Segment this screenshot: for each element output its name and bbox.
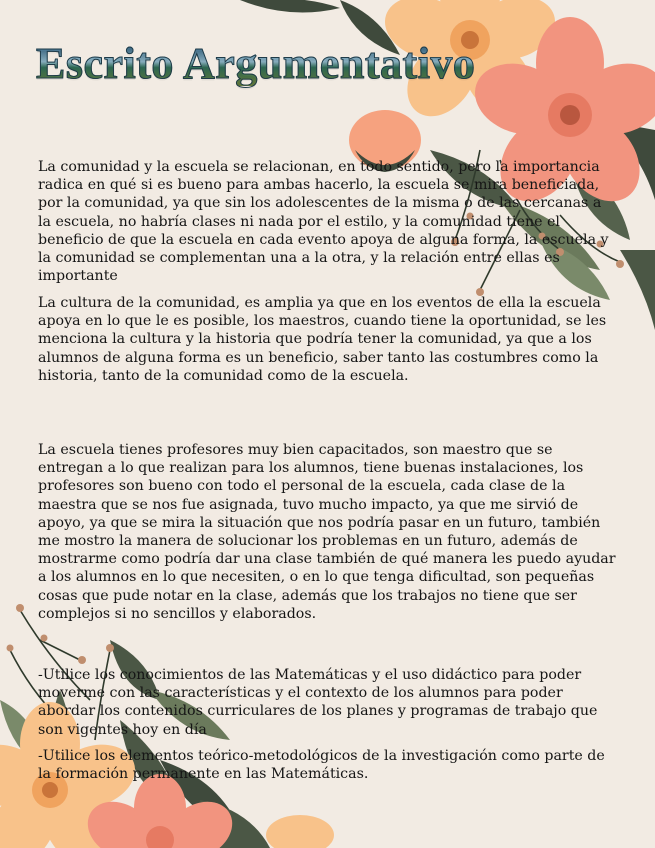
flower-bud-icon: [266, 815, 334, 848]
page-title: Escrito Argumentativo: [36, 39, 476, 88]
paragraph: -Utilice los elementos teórico-metodológicos de la investigación como parte de la formación permanente en las Matemáticas.: [38, 748, 605, 783]
paragraph: La escuela tienes profesores muy bien capacitados, son maestro que se entregan a lo que realizan para los alumnos, tiene buenas instalaciones, los profesores son bueno con todo el personal de la escuela, cada clase de la maestra que se nos fue asignada, tuvo mucho impacto, ya que me sirvió de apoyo, ya que se mira la situación que nos podría pasar en un futuro, también me mostro la manera de solucionar los problemas en un futuro, además de mostrarme como podría dar una clase también de qué manera les puedo ayudar a los alumnos en lo que necesiten, o en lo que tenga dificultad, son pequeñas cosas que pude notar en la clase, además que los trabajos no tiene que ser complejos si no sencillos y elaborados.: [38, 442, 616, 622]
paragraph: -Utilice los conocimientos de las Matemáticas y el uso didáctico para poder moverme con las características y el contexto de los alumnos para poder abordar los contenidos curriculares de los planes y programas de trabajo que son vigentes hoy en día: [38, 667, 598, 738]
paragraph: La cultura de la comunidad, es amplia ya que en los eventos de ella la escuela apoya en lo que le es posible, los maestros, cuando tiene la oportunidad, se les menciona la cultura y la historia que podría tener la comunidad, ya que a los alumnos de alguna forma es un beneficio, saber tanto las costumbres como la historia, tanto de la comunidad como de la escuela.: [38, 295, 607, 384]
paragraph: La comunidad y la escuela se relacionan, en todo sentido, pero la importancia radica en qué si es bueno para ambas hacerlo, la escuela se mira beneficiada, por la comunidad, ya que sin los adolescentes de la misma o de las cercanas a la escuela, no habría clases ni nada por el estilo, y la comunidad tiene el beneficio de que la escuela en cada evento apoya de alguna forma, la escuela y la comunidad se complementan una a la otra, y la relación entre ellas es importante: [38, 159, 609, 285]
